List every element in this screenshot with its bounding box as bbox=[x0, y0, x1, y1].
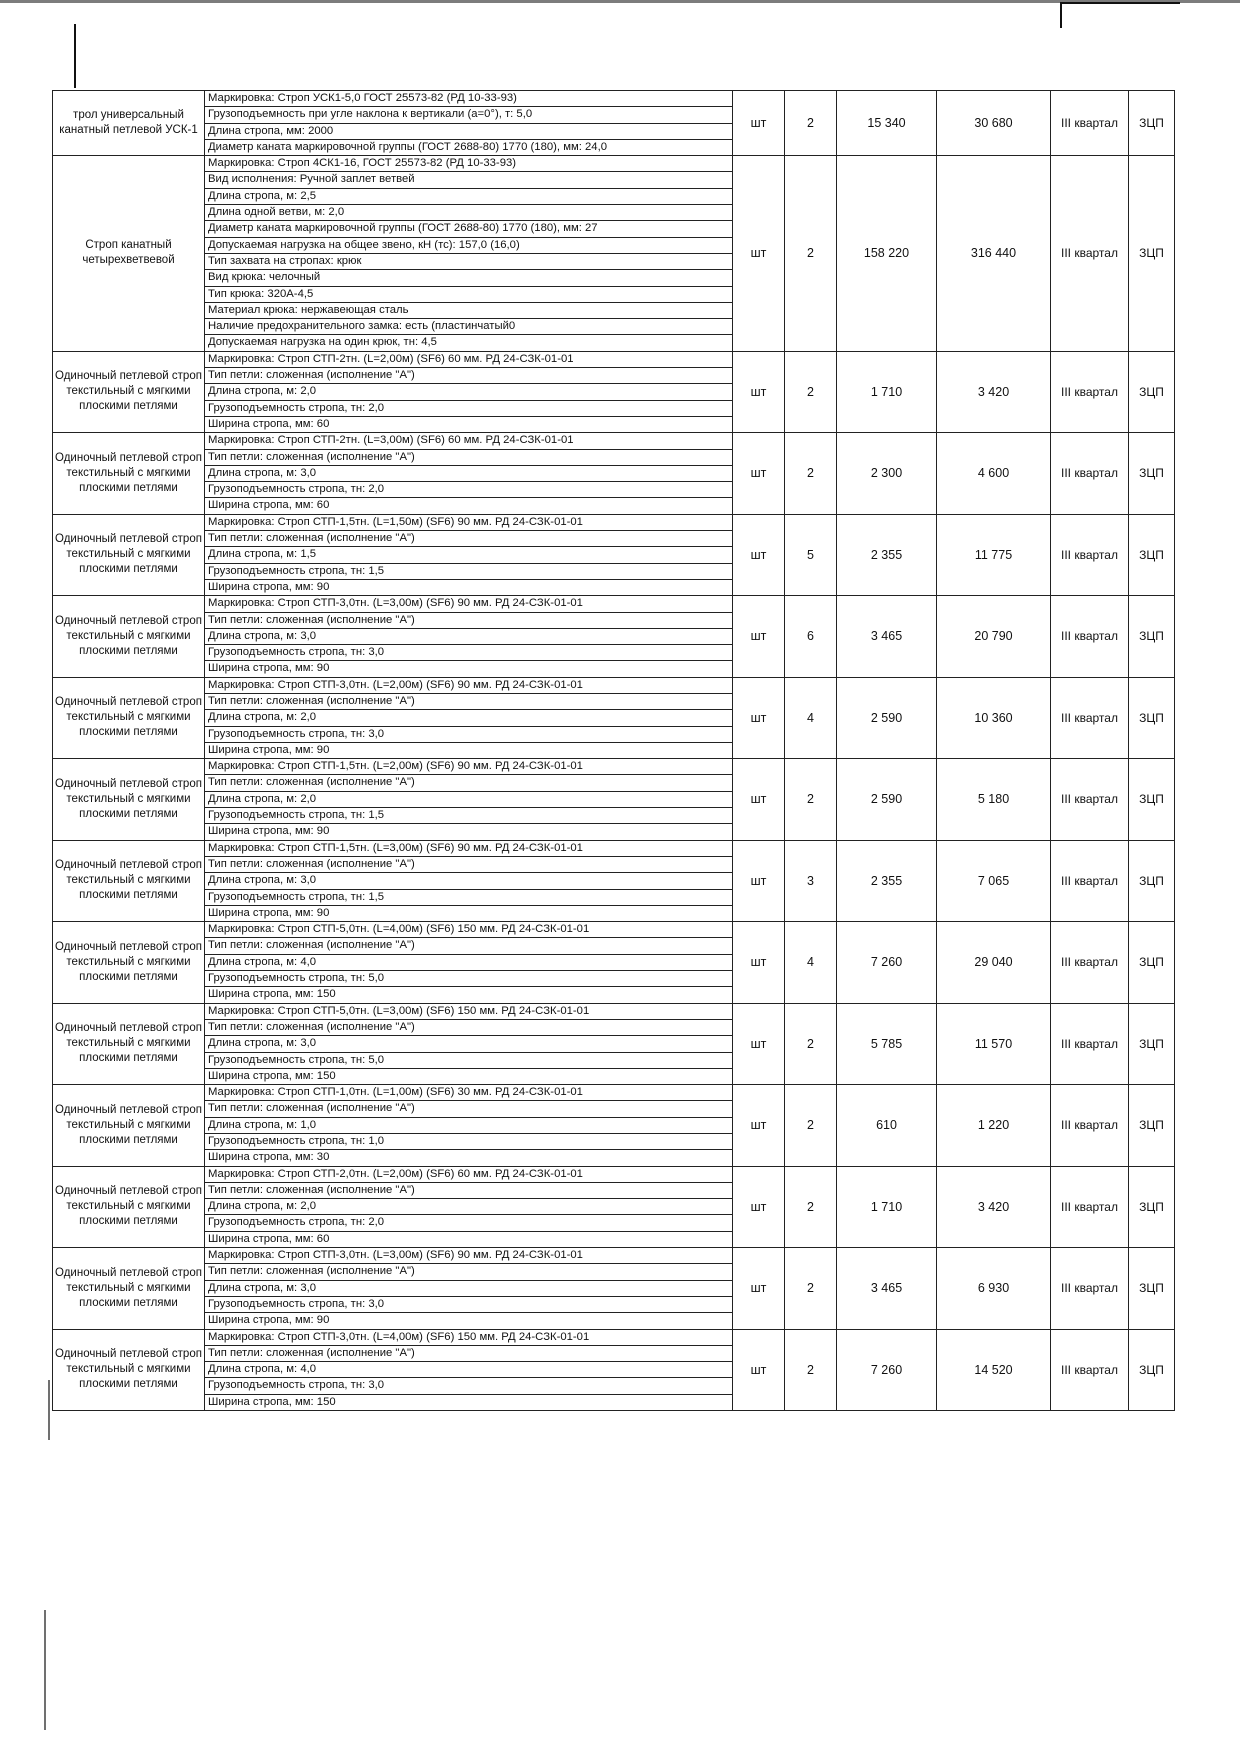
characteristic-line: Длина стропа, м: 2,0 bbox=[205, 1199, 732, 1215]
characteristic-line: Грузоподъемность стропа, тн: 1,0 bbox=[205, 1134, 732, 1150]
delivery-period-cell: III квартал bbox=[1051, 1085, 1129, 1166]
unit-cell: шт bbox=[733, 1329, 785, 1410]
characteristic-line: Грузоподъемность стропа, тн: 2,0 bbox=[205, 401, 732, 417]
characteristic-line: Тип захвата на стропах: крюк bbox=[205, 254, 732, 270]
characteristic-line: Длина стропа, м: 3,0 bbox=[205, 1281, 732, 1297]
consumer-cell: ЗЦП bbox=[1129, 840, 1175, 921]
consumer-cell: ЗЦП bbox=[1129, 1003, 1175, 1084]
delivery-period-cell: III квартал bbox=[1051, 1248, 1129, 1329]
price-cell: 1 710 bbox=[837, 351, 937, 432]
delivery-period-cell: III квартал bbox=[1051, 156, 1129, 352]
unit-cell: шт bbox=[733, 351, 785, 432]
characteristic-line: Маркировка: Строп СТП-2тн. (L=3,00м) (SF6) 60 мм. РД 24-СЗК-01-01 bbox=[205, 433, 732, 449]
quantity-cell: 2 bbox=[785, 759, 837, 840]
characteristics-cell bbox=[205, 677, 733, 758]
quantity-cell: 4 bbox=[785, 677, 837, 758]
price-cell: 5 785 bbox=[837, 1003, 937, 1084]
unit-cell: шт bbox=[733, 91, 785, 156]
unit-cell: шт bbox=[733, 922, 785, 1003]
unit-cell: шт bbox=[733, 156, 785, 352]
item-name-cell: Одиночный петлевой строп текстильный с мягкими плоскими петлями bbox=[53, 759, 205, 840]
price-cell: 2 355 bbox=[837, 840, 937, 921]
price-cell: 3 465 bbox=[837, 596, 937, 677]
characteristic-line: Маркировка: Строп СТП-3,0тн. (L=2,00м) (SF6) 90 мм. РД 24-СЗК-01-01 bbox=[205, 678, 732, 694]
item-name-cell: Одиночный петлевой строп текстильный с мягкими плоскими петлями bbox=[53, 596, 205, 677]
unit-cell: шт bbox=[733, 759, 785, 840]
delivery-period-cell: III квартал bbox=[1051, 922, 1129, 1003]
delivery-period-cell: III квартал bbox=[1051, 596, 1129, 677]
table-row bbox=[53, 759, 1175, 840]
table-row bbox=[53, 1085, 1175, 1166]
characteristic-line: Тип петли: сложенная (исполнение "А") bbox=[205, 1264, 732, 1280]
characteristic-line: Грузоподъемность стропа, тн: 3,0 bbox=[205, 645, 732, 661]
characteristic-line: Ширина стропа, мм: 150 bbox=[208, 1069, 336, 1082]
characteristic-line: Ширина стропа, мм: 60 bbox=[208, 417, 330, 430]
table-row bbox=[53, 433, 1175, 514]
quantity-cell: 6 bbox=[785, 596, 837, 677]
total-cell: 10 360 bbox=[937, 677, 1051, 758]
characteristic-line: Ширина стропа, мм: 90 bbox=[208, 825, 330, 838]
characteristics-cell bbox=[205, 1329, 733, 1410]
characteristic-line: Длина стропа, м: 1,5 bbox=[205, 547, 732, 563]
characteristic-line: Длина стропа, м: 4,0 bbox=[205, 955, 732, 971]
total-cell: 316 440 bbox=[937, 156, 1051, 352]
characteristic-line: Ширина стропа, мм: 150 bbox=[208, 988, 336, 1001]
characteristic-line: Ширина стропа, мм: 90 bbox=[208, 580, 330, 593]
characteristic-line: Тип петли: сложенная (исполнение "А") bbox=[205, 857, 732, 873]
total-cell: 7 065 bbox=[937, 840, 1051, 921]
unit-cell: шт bbox=[733, 433, 785, 514]
total-cell: 11 775 bbox=[937, 514, 1051, 595]
characteristics-cell bbox=[205, 514, 733, 595]
characteristic-line: Маркировка: Строп 4СК1-16, ГОСТ 25573-82 (РД 10-33-93) bbox=[205, 156, 732, 172]
price-cell: 2 590 bbox=[837, 759, 937, 840]
table-row bbox=[53, 1329, 1175, 1410]
characteristic-line: Маркировка: Строп СТП-5,0тн. (L=4,00м) (SF6) 150 мм. РД 24-СЗК-01-01 bbox=[205, 922, 732, 938]
consumer-cell: ЗЦП bbox=[1129, 596, 1175, 677]
quantity-cell: 2 bbox=[785, 1248, 837, 1329]
characteristic-line: Длина стропа, м: 1,0 bbox=[205, 1118, 732, 1134]
delivery-period-cell: III квартал bbox=[1051, 351, 1129, 432]
item-name-cell: Одиночный петлевой строп текстильный с мягкими плоскими петлями bbox=[53, 351, 205, 432]
characteristic-line: Наличие предохранительного замка: есть (пластинчатый0 bbox=[205, 319, 732, 335]
characteristics-cell bbox=[205, 1003, 733, 1084]
price-cell: 2 590 bbox=[837, 677, 937, 758]
delivery-period-cell: III квартал bbox=[1051, 677, 1129, 758]
price-cell: 3 465 bbox=[837, 1248, 937, 1329]
characteristic-line: Тип петли: сложенная (исполнение "А") bbox=[205, 450, 732, 466]
delivery-period-cell: III квартал bbox=[1051, 433, 1129, 514]
consumer-cell: ЗЦП bbox=[1129, 156, 1175, 352]
characteristics-cell bbox=[205, 759, 733, 840]
delivery-period-cell: III квартал bbox=[1051, 91, 1129, 156]
table-row bbox=[53, 840, 1175, 921]
item-name-cell: Одиночный петлевой строп текстильный с мягкими плоскими петлями bbox=[53, 1166, 205, 1247]
scan-edge-left bbox=[44, 1610, 46, 1730]
characteristic-line: Длина стропа, м: 2,5 bbox=[205, 189, 732, 205]
price-cell: 15 340 bbox=[837, 91, 937, 156]
quantity-cell: 2 bbox=[785, 91, 837, 156]
table-row bbox=[53, 1003, 1175, 1084]
characteristic-line: Маркировка: Строп СТП-5,0тн. (L=3,00м) (SF6) 150 мм. РД 24-СЗК-01-01 bbox=[205, 1004, 732, 1020]
scan-edge-left bbox=[74, 24, 76, 88]
characteristic-line: Допускаемая нагрузка на один крюк, тн: 4,5 bbox=[208, 336, 437, 349]
unit-cell: шт bbox=[733, 1003, 785, 1084]
characteristic-line: Грузоподъемность стропа, тн: 1,5 bbox=[205, 808, 732, 824]
unit-cell: шт bbox=[733, 1085, 785, 1166]
total-cell: 4 600 bbox=[937, 433, 1051, 514]
characteristics-cell bbox=[205, 351, 733, 432]
consumer-cell: ЗЦП bbox=[1129, 351, 1175, 432]
price-cell: 1 710 bbox=[837, 1166, 937, 1247]
table-row bbox=[53, 1166, 1175, 1247]
consumer-cell: ЗЦП bbox=[1129, 91, 1175, 156]
characteristic-line: Вид исполнения: Ручной заплет ветвей bbox=[205, 172, 732, 188]
characteristic-line: Тип петли: сложенная (исполнение "А") bbox=[205, 1020, 732, 1036]
total-cell: 3 420 bbox=[937, 351, 1051, 432]
total-cell: 6 930 bbox=[937, 1248, 1051, 1329]
unit-cell: шт bbox=[733, 1248, 785, 1329]
quantity-cell: 2 bbox=[785, 1166, 837, 1247]
quantity-cell: 2 bbox=[785, 1003, 837, 1084]
total-cell: 14 520 bbox=[937, 1329, 1051, 1410]
characteristic-line: Маркировка: Строп СТП-2тн. (L=2,00м) (SF6) 60 мм. РД 24-СЗК-01-01 bbox=[205, 352, 732, 368]
total-cell: 5 180 bbox=[937, 759, 1051, 840]
delivery-period-cell: III квартал bbox=[1051, 514, 1129, 595]
characteristic-line: Ширина стропа, мм: 90 bbox=[208, 662, 330, 675]
characteristics-cell bbox=[205, 433, 733, 514]
characteristic-line: Допускаемая нагрузка на общее звено, кН (тс): 157,0 (16,0) bbox=[205, 238, 732, 254]
characteristics-cell bbox=[205, 596, 733, 677]
consumer-cell: ЗЦП bbox=[1129, 1248, 1175, 1329]
consumer-cell: ЗЦП bbox=[1129, 759, 1175, 840]
characteristic-line: Диаметр каната маркировочной группы (ГОСТ 2688-80) 1770 (180), мм: 27 bbox=[205, 221, 732, 237]
item-name-cell: Одиночный петлевой строп текстильный с мягкими плоскими петлями bbox=[53, 1248, 205, 1329]
characteristics-cell bbox=[205, 1166, 733, 1247]
characteristic-line: Маркировка: Строп СТП-1,5тн. (L=1,50м) (SF6) 90 мм. РД 24-СЗК-01-01 bbox=[205, 515, 732, 531]
item-name-cell: Одиночный петлевой строп текстильный с мягкими плоскими петлями bbox=[53, 677, 205, 758]
characteristic-line: Маркировка: Строп СТП-2,0тн. (L=2,00м) (SF6) 60 мм. РД 24-СЗК-01-01 bbox=[205, 1167, 732, 1183]
total-cell: 30 680 bbox=[937, 91, 1051, 156]
characteristic-line: Длина стропа, м: 2,0 bbox=[205, 792, 732, 808]
price-cell: 2 300 bbox=[837, 433, 937, 514]
characteristics-cell bbox=[205, 91, 733, 156]
characteristic-line: Вид крюка: челочный bbox=[205, 270, 732, 286]
total-cell: 3 420 bbox=[937, 1166, 1051, 1247]
consumer-cell: ЗЦП bbox=[1129, 677, 1175, 758]
consumer-cell: ЗЦП bbox=[1129, 514, 1175, 595]
unit-cell: шт bbox=[733, 596, 785, 677]
consumer-cell: ЗЦП bbox=[1129, 1085, 1175, 1166]
characteristic-line: Маркировка: Строп УСК1-5,0 ГОСТ 25573-82 (РД 10-33-93) bbox=[205, 91, 732, 107]
characteristic-line: Тип петли: сложенная (исполнение "А") bbox=[205, 613, 732, 629]
characteristic-line: Грузоподъемность стропа, тн: 3,0 bbox=[205, 1378, 732, 1394]
characteristics-cell bbox=[205, 1085, 733, 1166]
characteristic-line: Грузоподъемность стропа, тн: 1,5 bbox=[205, 564, 732, 580]
scan-corner-mark bbox=[1060, 2, 1062, 28]
price-cell: 2 355 bbox=[837, 514, 937, 595]
characteristic-line: Ширина стропа, мм: 90 bbox=[208, 1314, 330, 1327]
characteristics-cell bbox=[205, 156, 733, 352]
characteristic-line: Маркировка: Строп СТП-3,0тн. (L=3,00м) (SF6) 90 мм. РД 24-СЗК-01-01 bbox=[205, 596, 732, 612]
characteristic-line: Маркировка: Строп СТП-1,5тн. (L=2,00м) (SF6) 90 мм. РД 24-СЗК-01-01 bbox=[205, 759, 732, 775]
unit-cell: шт bbox=[733, 514, 785, 595]
characteristic-line: Ширина стропа, мм: 60 bbox=[208, 499, 330, 512]
characteristic-line: Длина стропа, м: 3,0 bbox=[205, 1036, 732, 1052]
consumer-cell: ЗЦП bbox=[1129, 433, 1175, 514]
characteristic-line: Грузоподъемность стропа, тн: 1,5 bbox=[205, 890, 732, 906]
table-row bbox=[53, 596, 1175, 677]
characteristic-line: Тип петли: сложенная (исполнение "А") bbox=[205, 531, 732, 547]
item-name-cell: Строп канатный четырехветвевой bbox=[53, 156, 205, 352]
scan-corner-mark bbox=[1060, 2, 1180, 4]
characteristic-line: Длина стропа, м: 2,0 bbox=[205, 384, 732, 400]
table-row bbox=[53, 514, 1175, 595]
characteristic-line: Длина одной ветви, м: 2,0 bbox=[205, 205, 732, 221]
delivery-period-cell: III квартал bbox=[1051, 759, 1129, 840]
price-cell: 7 260 bbox=[837, 1329, 937, 1410]
characteristic-line: Грузоподъемность стропа, тн: 3,0 bbox=[205, 1297, 732, 1313]
scan-edge-left bbox=[48, 1380, 50, 1440]
unit-cell: шт bbox=[733, 1166, 785, 1247]
item-name-cell: Одиночный петлевой строп текстильный с мягкими плоскими петлями bbox=[53, 433, 205, 514]
characteristic-line: Маркировка: Строп СТП-3,0тн. (L=3,00м) (SF6) 90 мм. РД 24-СЗК-01-01 bbox=[205, 1248, 732, 1264]
characteristic-line: Тип петли: сложенная (исполнение "А") bbox=[205, 775, 732, 791]
characteristic-line: Грузоподъемность стропа, тн: 3,0 bbox=[205, 727, 732, 743]
quantity-cell: 2 bbox=[785, 1329, 837, 1410]
consumer-cell: ЗЦП bbox=[1129, 1166, 1175, 1247]
delivery-period-cell: III квартал bbox=[1051, 840, 1129, 921]
delivery-period-cell: III квартал bbox=[1051, 1003, 1129, 1084]
table-row bbox=[53, 156, 1175, 352]
characteristic-line: Ширина стропа, мм: 60 bbox=[208, 1232, 330, 1245]
table-row bbox=[53, 91, 1175, 156]
consumer-cell: ЗЦП bbox=[1129, 922, 1175, 1003]
characteristic-line: Грузоподъемность стропа, тн: 2,0 bbox=[205, 1215, 732, 1231]
characteristic-line: Ширина стропа, мм: 90 bbox=[208, 743, 330, 756]
quantity-cell: 2 bbox=[785, 156, 837, 352]
table-row bbox=[53, 1248, 1175, 1329]
characteristic-line: Грузоподъемность стропа, тн: 5,0 bbox=[205, 1053, 732, 1069]
quantity-cell: 2 bbox=[785, 1085, 837, 1166]
characteristic-line: Ширина стропа, мм: 30 bbox=[208, 1151, 330, 1164]
characteristic-line: Тип петли: сложенная (исполнение "А") bbox=[205, 694, 732, 710]
characteristic-line: Тип крюка: 320А-4,5 bbox=[205, 287, 732, 303]
characteristic-line: Тип петли: сложенная (исполнение "А") bbox=[205, 1346, 732, 1362]
characteristic-line: Длина стропа, мм: 2000 bbox=[205, 124, 732, 140]
price-cell: 7 260 bbox=[837, 922, 937, 1003]
scan-edge-top bbox=[0, 0, 1240, 3]
quantity-cell: 2 bbox=[785, 351, 837, 432]
price-cell: 610 bbox=[837, 1085, 937, 1166]
quantity-cell: 3 bbox=[785, 840, 837, 921]
characteristics-cell bbox=[205, 1248, 733, 1329]
characteristics-cell bbox=[205, 840, 733, 921]
item-name-cell: Одиночный петлевой строп текстильный с мягкими плоскими петлями bbox=[53, 1329, 205, 1410]
characteristics-cell bbox=[205, 922, 733, 1003]
total-cell: 1 220 bbox=[937, 1085, 1051, 1166]
characteristic-line: Тип петли: сложенная (исполнение "А") bbox=[205, 1183, 732, 1199]
table-row bbox=[53, 922, 1175, 1003]
item-name-cell: Одиночный петлевой строп текстильный с мягкими плоскими петлями bbox=[53, 1085, 205, 1166]
characteristic-line: Тип петли: сложенная (исполнение "А") bbox=[205, 1101, 732, 1117]
characteristic-line: Длина стропа, м: 2,0 bbox=[205, 710, 732, 726]
total-cell: 11 570 bbox=[937, 1003, 1051, 1084]
characteristic-line: Длина стропа, м: 3,0 bbox=[205, 873, 732, 889]
item-name-cell: Одиночный петлевой строп текстильный с мягкими плоскими петлями bbox=[53, 514, 205, 595]
characteristic-line: Тип петли: сложенная (исполнение "А") bbox=[205, 368, 732, 384]
table-row bbox=[53, 677, 1175, 758]
characteristic-line: Длина стропа, м: 4,0 bbox=[205, 1362, 732, 1378]
quantity-cell: 2 bbox=[785, 433, 837, 514]
characteristic-line: Маркировка: Строп СТП-3,0тн. (L=4,00м) (SF6) 150 мм. РД 24-СЗК-01-01 bbox=[205, 1330, 732, 1346]
total-cell: 20 790 bbox=[937, 596, 1051, 677]
total-cell: 29 040 bbox=[937, 922, 1051, 1003]
specification-table bbox=[52, 90, 1175, 1411]
unit-cell: шт bbox=[733, 677, 785, 758]
item-name-cell: Одиночный петлевой строп текстильный с мягкими плоскими петлями bbox=[53, 922, 205, 1003]
characteristic-line: Грузоподъемность стропа, тн: 5,0 bbox=[205, 971, 732, 987]
item-name-cell: трол универсальный канатный петлевой УСК-1 bbox=[53, 91, 205, 156]
characteristic-line: Диаметр каната маркировочной группы (ГОСТ 2688-80) 1770 (180), мм: 24,0 bbox=[208, 140, 607, 153]
characteristic-line: Тип петли: сложенная (исполнение "А") bbox=[205, 938, 732, 954]
quantity-cell: 4 bbox=[785, 922, 837, 1003]
characteristic-line: Длина стропа, м: 3,0 bbox=[205, 466, 732, 482]
characteristic-line: Ширина стропа, мм: 150 bbox=[208, 1395, 336, 1408]
unit-cell: шт bbox=[733, 840, 785, 921]
characteristic-line: Материал крюка: нержавеющая сталь bbox=[205, 303, 732, 319]
characteristic-line: Грузоподъемность стропа, тн: 2,0 bbox=[205, 482, 732, 498]
characteristic-line: Маркировка: Строп СТП-1,0тн. (L=1,00м) (SF6) 30 мм. РД 24-СЗК-01-01 bbox=[205, 1085, 732, 1101]
delivery-period-cell: III квартал bbox=[1051, 1166, 1129, 1247]
quantity-cell: 5 bbox=[785, 514, 837, 595]
characteristic-line: Ширина стропа, мм: 90 bbox=[208, 906, 330, 919]
consumer-cell: ЗЦП bbox=[1129, 1329, 1175, 1410]
delivery-period-cell: III квартал bbox=[1051, 1329, 1129, 1410]
item-name-cell: Одиночный петлевой строп текстильный с мягкими плоскими петлями bbox=[53, 840, 205, 921]
characteristic-line: Грузоподъемность при угле наклона к вертикали (a=0°), т: 5,0 bbox=[205, 107, 732, 123]
item-name-cell: Одиночный петлевой строп текстильный с мягкими плоскими петлями bbox=[53, 1003, 205, 1084]
characteristic-line: Длина стропа, м: 3,0 bbox=[205, 629, 732, 645]
characteristic-line: Маркировка: Строп СТП-1,5тн. (L=3,00м) (SF6) 90 мм. РД 24-СЗК-01-01 bbox=[205, 841, 732, 857]
price-cell: 158 220 bbox=[837, 156, 937, 352]
table-row bbox=[53, 351, 1175, 432]
